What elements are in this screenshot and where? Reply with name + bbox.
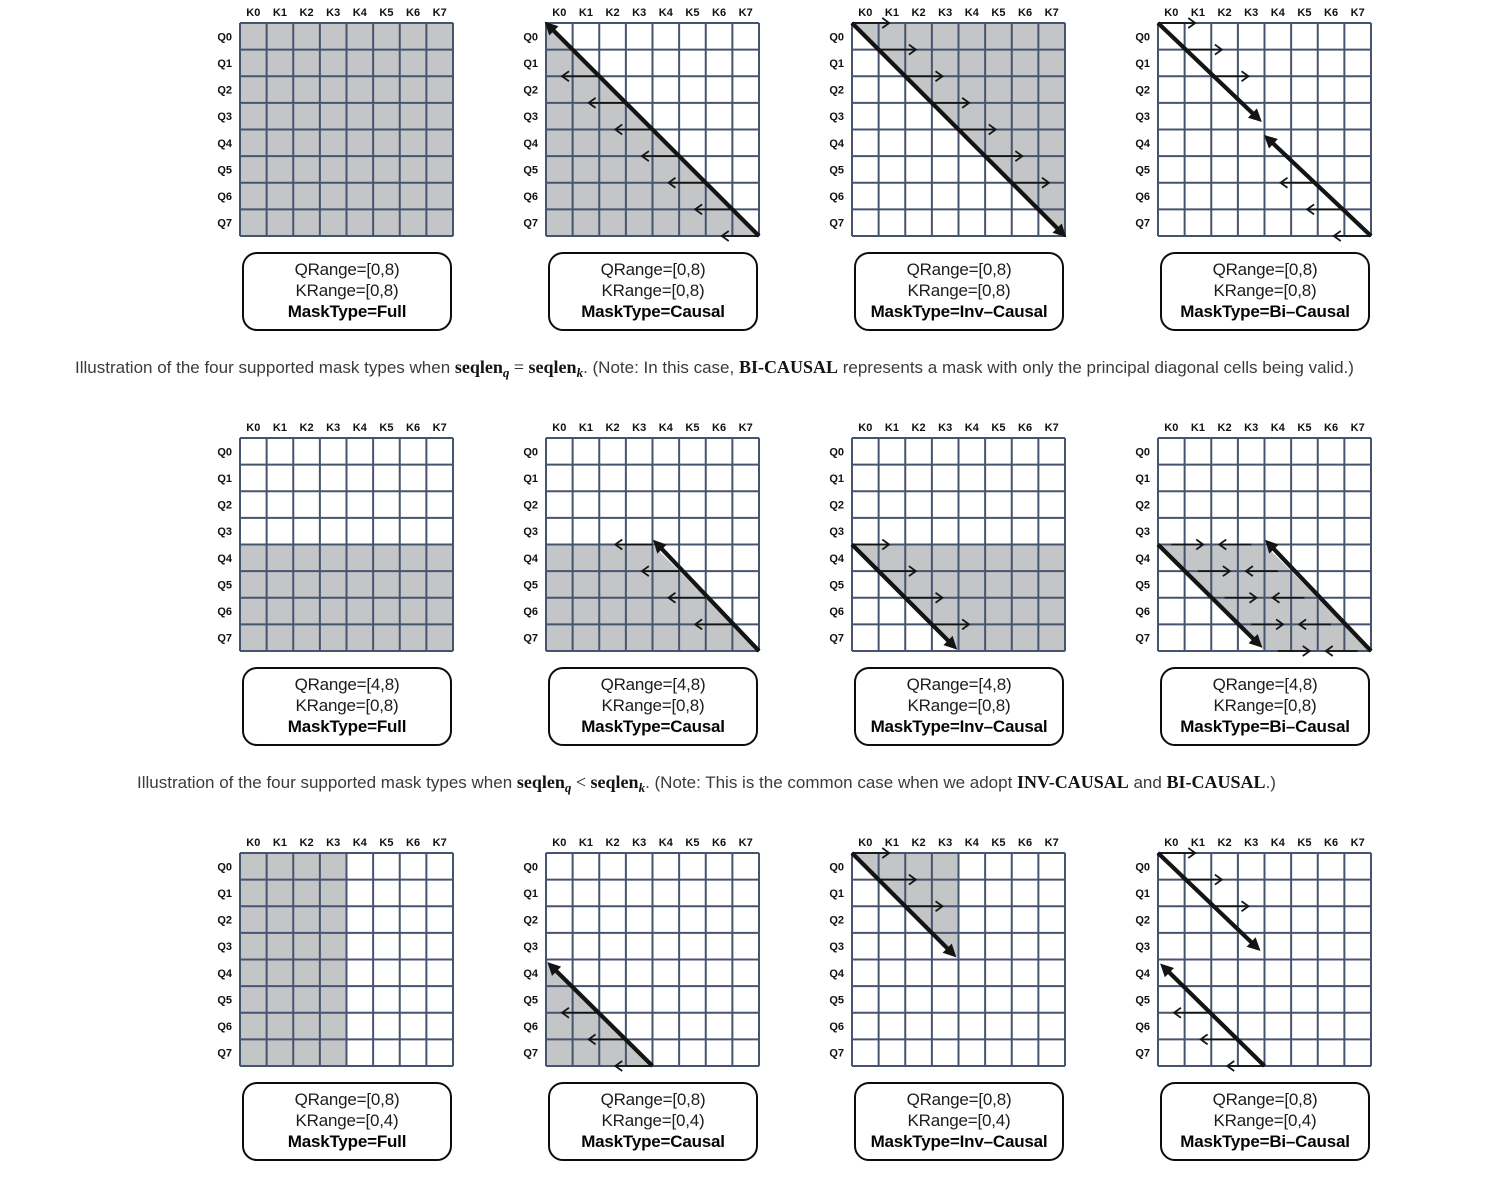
- q-label: Q7: [829, 1047, 844, 1060]
- q-label: Q4: [1135, 137, 1150, 150]
- k-label: K2: [299, 837, 314, 849]
- q-label: Q4: [217, 552, 232, 565]
- q-label: Q7: [1135, 632, 1150, 645]
- q-label: Q0: [829, 31, 844, 44]
- qrange-label: QRange=[0,8): [294, 1090, 400, 1109]
- k-label: K6: [712, 422, 727, 434]
- k-label: K3: [326, 837, 341, 849]
- k-label: K6: [1018, 837, 1033, 849]
- qrange-label: QRange=[0,8): [294, 260, 400, 279]
- math-text: seqlen: [528, 357, 577, 377]
- q-label: Q7: [829, 632, 844, 645]
- q-label: Q5: [1135, 994, 1150, 1007]
- k-label: K6: [712, 7, 727, 19]
- math-text: =: [509, 357, 529, 377]
- q-label: Q1: [829, 887, 844, 900]
- mask-row-equal: [202, 2, 1371, 331]
- masktype-label: MaskType=Bi–Causal: [1180, 717, 1350, 736]
- q-label: Q0: [523, 446, 538, 459]
- k-label: K7: [1350, 7, 1365, 19]
- k-label: K0: [858, 7, 873, 19]
- k-label: K3: [938, 7, 953, 19]
- q-label: Q5: [217, 164, 232, 177]
- caption-text: Illustration of the four supported mask types when: [137, 773, 517, 792]
- q-label: Q5: [217, 579, 232, 592]
- masktype-label: MaskType=Inv–Causal: [870, 717, 1048, 736]
- k-label: K7: [738, 422, 753, 434]
- math-text: BI-CAUSAL: [738, 357, 838, 377]
- q-label: Q6: [1135, 1021, 1150, 1034]
- mask-caption-box: [242, 667, 452, 746]
- krange-label: KRange=[0,8): [907, 696, 1011, 715]
- masktype-label: MaskType=Causal: [581, 717, 725, 736]
- q-label: Q3: [1135, 111, 1150, 124]
- krange-label: KRange=[0,8): [601, 281, 705, 300]
- q-label: Q6: [1135, 606, 1150, 619]
- k-label: K6: [406, 7, 421, 19]
- q-label: Q5: [217, 994, 232, 1007]
- k-label: K7: [1350, 422, 1365, 434]
- k-label: K5: [379, 7, 394, 19]
- q-label: Q6: [1135, 191, 1150, 204]
- q-label: Q4: [1135, 967, 1150, 980]
- q-label: Q7: [523, 632, 538, 645]
- k-label: K4: [964, 837, 979, 849]
- k-label: K1: [1190, 837, 1205, 849]
- mask-panel-causal: [508, 417, 759, 746]
- q-label: Q4: [523, 137, 538, 150]
- q-label: Q2: [829, 914, 844, 927]
- q-label: Q4: [217, 137, 232, 150]
- mask-panel-full: [202, 417, 453, 746]
- k-label: K7: [1044, 422, 1059, 434]
- q-label: Q3: [829, 941, 844, 954]
- q-label: Q3: [829, 111, 844, 124]
- masktype-label: MaskType=Inv–Causal: [870, 1132, 1048, 1151]
- qrange-label: QRange=[4,8): [906, 675, 1012, 694]
- k-label: K6: [1324, 422, 1339, 434]
- k-label: K5: [1297, 837, 1312, 849]
- caption-seqlen-equal: [75, 354, 1354, 386]
- k-label: K3: [938, 422, 953, 434]
- math-text: k: [638, 780, 646, 795]
- krange-label: KRange=[0,8): [907, 281, 1011, 300]
- krange-label: KRange=[0,8): [295, 696, 399, 715]
- mask-grid: [1120, 2, 1371, 244]
- k-label: K1: [1190, 422, 1205, 434]
- k-label: K2: [1217, 7, 1232, 19]
- q-label: Q1: [1135, 57, 1150, 70]
- q-label: Q2: [217, 499, 232, 512]
- k-label: K5: [1297, 7, 1312, 19]
- masktype-label: MaskType=Causal: [581, 302, 725, 321]
- q-label: Q6: [829, 191, 844, 204]
- qrange-label: QRange=[0,8): [1212, 1090, 1318, 1109]
- diagonal-arrow: [1167, 970, 1265, 1066]
- q-label: Q7: [217, 217, 232, 230]
- q-label: Q1: [217, 472, 232, 485]
- k-label: K5: [991, 422, 1006, 434]
- k-label: K7: [1044, 7, 1059, 19]
- masktype-label: MaskType=Full: [287, 1132, 407, 1151]
- qrange-label: QRange=[0,8): [1212, 260, 1318, 279]
- math-text: <: [571, 772, 591, 792]
- k-label: K7: [432, 837, 447, 849]
- q-label: Q3: [217, 526, 232, 539]
- k-label: K1: [1190, 7, 1205, 19]
- q-label: Q2: [523, 499, 538, 512]
- k-label: K3: [1244, 422, 1259, 434]
- k-label: K6: [406, 837, 421, 849]
- q-label: Q7: [523, 1047, 538, 1060]
- q-label: Q0: [217, 31, 232, 44]
- mask-panel-full: [202, 2, 453, 331]
- mask-caption-box: [548, 252, 758, 331]
- q-label: Q2: [1135, 914, 1150, 927]
- k-label: K5: [379, 837, 394, 849]
- q-label: Q3: [1135, 941, 1150, 954]
- q-label: Q0: [217, 446, 232, 459]
- q-label: Q1: [523, 887, 538, 900]
- q-label: Q5: [1135, 164, 1150, 177]
- k-label: K0: [1164, 7, 1179, 19]
- qrange-label: QRange=[4,8): [600, 675, 706, 694]
- caption-text: Illustration of the four supported mask types when: [75, 358, 455, 377]
- math-text: seqlen: [516, 772, 565, 792]
- qrange-label: QRange=[0,8): [906, 1090, 1012, 1109]
- k-label: K4: [964, 7, 979, 19]
- q-label: Q3: [217, 111, 232, 124]
- mask-panel-inv-causal: [814, 2, 1065, 331]
- k-label: K1: [578, 7, 593, 19]
- mask-caption-box: [854, 667, 1064, 746]
- q-label: Q6: [217, 191, 232, 204]
- q-label: Q0: [523, 31, 538, 44]
- k-label: K3: [632, 837, 647, 849]
- k-label: K1: [272, 422, 287, 434]
- q-label: Q4: [1135, 552, 1150, 565]
- masktype-label: MaskType=Full: [287, 302, 407, 321]
- caption-text: and: [1128, 773, 1167, 792]
- krange-label: KRange=[0,8): [295, 281, 399, 300]
- krange-label: KRange=[0,4): [295, 1111, 399, 1130]
- k-label: K2: [299, 7, 314, 19]
- q-label: Q4: [523, 552, 538, 565]
- k-label: K5: [1297, 422, 1312, 434]
- mask-grid: [508, 832, 759, 1074]
- mask-grid: [202, 2, 453, 244]
- k-label: K1: [884, 7, 899, 19]
- q-label: Q5: [829, 994, 844, 1007]
- masktype-label: MaskType=Full: [287, 717, 407, 736]
- mask-panel-inv-causal: [814, 832, 1065, 1161]
- k-label: K4: [964, 422, 979, 434]
- q-label: Q3: [1135, 526, 1150, 539]
- k-label: K1: [272, 7, 287, 19]
- math-text: q: [502, 365, 510, 380]
- math-text: q: [564, 780, 572, 795]
- k-label: K3: [938, 837, 953, 849]
- krange-label: KRange=[0,8): [601, 696, 705, 715]
- q-label: Q5: [523, 994, 538, 1007]
- q-label: Q2: [829, 499, 844, 512]
- q-label: Q2: [217, 84, 232, 97]
- math-text: BI-CAUSAL: [1166, 772, 1266, 792]
- mask-caption-box: [854, 252, 1064, 331]
- q-label: Q6: [829, 606, 844, 619]
- k-label: K4: [1270, 422, 1285, 434]
- k-label: K2: [911, 422, 926, 434]
- masktype-label: MaskType=Causal: [581, 1132, 725, 1151]
- k-label: K2: [911, 7, 926, 19]
- k-label: K3: [1244, 837, 1259, 849]
- q-label: Q2: [523, 84, 538, 97]
- q-label: Q2: [1135, 84, 1150, 97]
- mask-caption-box: [242, 252, 452, 331]
- q-label: Q2: [217, 914, 232, 927]
- q-label: Q0: [1135, 861, 1150, 874]
- k-label: K2: [911, 837, 926, 849]
- q-label: Q1: [829, 57, 844, 70]
- krange-label: KRange=[0,4): [907, 1111, 1011, 1130]
- q-label: Q2: [523, 914, 538, 927]
- caption-text: .): [1265, 773, 1276, 792]
- caption-seqlen-less: [137, 769, 1276, 801]
- k-label: K0: [1164, 422, 1179, 434]
- k-label: K4: [352, 422, 367, 434]
- mask-panel-causal: [508, 832, 759, 1161]
- k-label: K0: [246, 7, 261, 19]
- q-label: Q6: [523, 606, 538, 619]
- math-text: seqlen: [590, 772, 639, 792]
- k-label: K6: [712, 837, 727, 849]
- k-label: K1: [884, 422, 899, 434]
- k-label: K5: [991, 837, 1006, 849]
- k-label: K0: [858, 422, 873, 434]
- k-label: K2: [605, 837, 620, 849]
- q-label: Q6: [523, 191, 538, 204]
- mask-panel-bi-causal: [1120, 832, 1371, 1161]
- masktype-label: MaskType=Bi–Causal: [1180, 302, 1350, 321]
- q-label: Q4: [829, 967, 844, 980]
- k-label: K6: [1018, 422, 1033, 434]
- q-label: Q7: [829, 217, 844, 230]
- mask-panel-inv-causal: [814, 417, 1065, 746]
- q-label: Q7: [1135, 217, 1150, 230]
- mask-row-k-subrange: [202, 832, 1371, 1161]
- mask-grid: [508, 2, 759, 244]
- q-label: Q7: [217, 1047, 232, 1060]
- k-label: K4: [658, 7, 673, 19]
- q-label: Q3: [523, 941, 538, 954]
- k-label: K0: [552, 837, 567, 849]
- caption-text: . (Note: In this case,: [583, 358, 739, 377]
- k-label: K5: [991, 7, 1006, 19]
- k-label: K0: [246, 422, 261, 434]
- q-label: Q0: [1135, 446, 1150, 459]
- mask-grid: [1120, 417, 1371, 659]
- k-label: K0: [552, 422, 567, 434]
- mask-grid: [202, 832, 453, 1074]
- q-label: Q0: [829, 861, 844, 874]
- k-label: K3: [326, 422, 341, 434]
- k-label: K0: [246, 837, 261, 849]
- q-label: Q4: [829, 137, 844, 150]
- q-label: Q7: [523, 217, 538, 230]
- mask-grid: [814, 832, 1065, 1074]
- q-label: Q3: [829, 526, 844, 539]
- k-label: K3: [326, 7, 341, 19]
- k-label: K2: [299, 422, 314, 434]
- q-label: Q1: [523, 57, 538, 70]
- k-label: K6: [1324, 837, 1339, 849]
- mask-grid: [1120, 832, 1371, 1074]
- q-label: Q1: [1135, 887, 1150, 900]
- k-label: K4: [352, 7, 367, 19]
- q-label: Q2: [1135, 499, 1150, 512]
- q-label: Q6: [829, 1021, 844, 1034]
- mask-row-q-subrange: [202, 417, 1371, 746]
- q-label: Q4: [829, 552, 844, 565]
- q-label: Q7: [217, 632, 232, 645]
- k-label: K0: [552, 7, 567, 19]
- k-label: K3: [632, 422, 647, 434]
- q-label: Q6: [217, 606, 232, 619]
- k-label: K7: [1350, 837, 1365, 849]
- q-label: Q4: [217, 967, 232, 980]
- k-label: K1: [884, 837, 899, 849]
- k-label: K2: [605, 7, 620, 19]
- caption-text: . (Note: This is the common case when we adopt: [645, 773, 1018, 792]
- mask-caption-box: [242, 1082, 452, 1161]
- k-label: K5: [685, 837, 700, 849]
- k-label: K7: [738, 837, 753, 849]
- k-label: K7: [432, 7, 447, 19]
- qrange-label: QRange=[4,8): [1212, 675, 1318, 694]
- math-text: k: [576, 365, 584, 380]
- math-text: seqlen: [454, 357, 503, 377]
- k-label: K6: [1324, 7, 1339, 19]
- k-label: K2: [605, 422, 620, 434]
- diagonal-arrow: [1158, 853, 1254, 945]
- k-label: K3: [1244, 7, 1259, 19]
- mask-caption-box: [548, 667, 758, 746]
- k-label: K6: [406, 422, 421, 434]
- q-label: Q1: [217, 887, 232, 900]
- k-label: K6: [1018, 7, 1033, 19]
- q-label: Q0: [217, 861, 232, 874]
- mask-caption-box: [854, 1082, 1064, 1161]
- mask-grid: [814, 417, 1065, 659]
- mask-grid: [814, 2, 1065, 244]
- k-label: K2: [1217, 837, 1232, 849]
- qrange-label: QRange=[0,8): [600, 1090, 706, 1109]
- mask-grid: [202, 417, 453, 659]
- k-label: K4: [352, 837, 367, 849]
- k-label: K0: [1164, 837, 1179, 849]
- q-label: Q5: [523, 579, 538, 592]
- mask-panel-causal: [508, 2, 759, 331]
- q-label: Q6: [523, 1021, 538, 1034]
- k-label: K1: [272, 837, 287, 849]
- q-label: Q3: [523, 111, 538, 124]
- k-label: K5: [685, 7, 700, 19]
- q-label: Q1: [829, 472, 844, 485]
- k-label: K2: [1217, 422, 1232, 434]
- k-label: K5: [685, 422, 700, 434]
- q-label: Q5: [1135, 579, 1150, 592]
- mask-panel-full: [202, 832, 453, 1161]
- q-label: Q5: [829, 579, 844, 592]
- k-label: K3: [632, 7, 647, 19]
- qrange-label: QRange=[4,8): [294, 675, 400, 694]
- q-label: Q4: [523, 967, 538, 980]
- k-label: K7: [1044, 837, 1059, 849]
- krange-label: KRange=[0,8): [1213, 281, 1317, 300]
- mask-panel-bi-causal: [1120, 417, 1371, 746]
- k-label: K5: [379, 422, 394, 434]
- q-label: Q5: [523, 164, 538, 177]
- q-label: Q5: [829, 164, 844, 177]
- mask-caption-box: [548, 1082, 758, 1161]
- qrange-label: QRange=[0,8): [906, 260, 1012, 279]
- masktype-label: MaskType=Bi–Causal: [1180, 1132, 1350, 1151]
- k-label: K4: [658, 422, 673, 434]
- mask-panel-bi-causal: [1120, 2, 1371, 331]
- k-label: K4: [1270, 837, 1285, 849]
- k-label: K1: [578, 837, 593, 849]
- q-label: Q1: [217, 57, 232, 70]
- q-label: Q3: [523, 526, 538, 539]
- q-label: Q1: [523, 472, 538, 485]
- mask-grid: [508, 417, 759, 659]
- mask-caption-box: [1160, 252, 1370, 331]
- krange-label: KRange=[0,8): [1213, 696, 1317, 715]
- masktype-label: MaskType=Inv–Causal: [870, 302, 1048, 321]
- mask-caption-box: [1160, 667, 1370, 746]
- k-label: K0: [858, 837, 873, 849]
- q-label: Q0: [1135, 31, 1150, 44]
- caption-text: represents a mask with only the principal diagonal cells being valid.): [838, 358, 1354, 377]
- q-label: Q3: [217, 941, 232, 954]
- mask-caption-box: [1160, 1082, 1370, 1161]
- q-label: Q7: [1135, 1047, 1150, 1060]
- krange-label: KRange=[0,4): [601, 1111, 705, 1130]
- qrange-label: QRange=[0,8): [600, 260, 706, 279]
- q-label: Q6: [217, 1021, 232, 1034]
- k-label: K7: [432, 422, 447, 434]
- k-label: K4: [1270, 7, 1285, 19]
- q-label: Q1: [1135, 472, 1150, 485]
- q-label: Q0: [523, 861, 538, 874]
- q-label: Q0: [829, 446, 844, 459]
- k-label: K1: [578, 422, 593, 434]
- math-text: INV-CAUSAL: [1017, 772, 1129, 792]
- q-label: Q2: [829, 84, 844, 97]
- k-label: K4: [658, 837, 673, 849]
- k-label: K7: [738, 7, 753, 19]
- krange-label: KRange=[0,4): [1213, 1111, 1317, 1130]
